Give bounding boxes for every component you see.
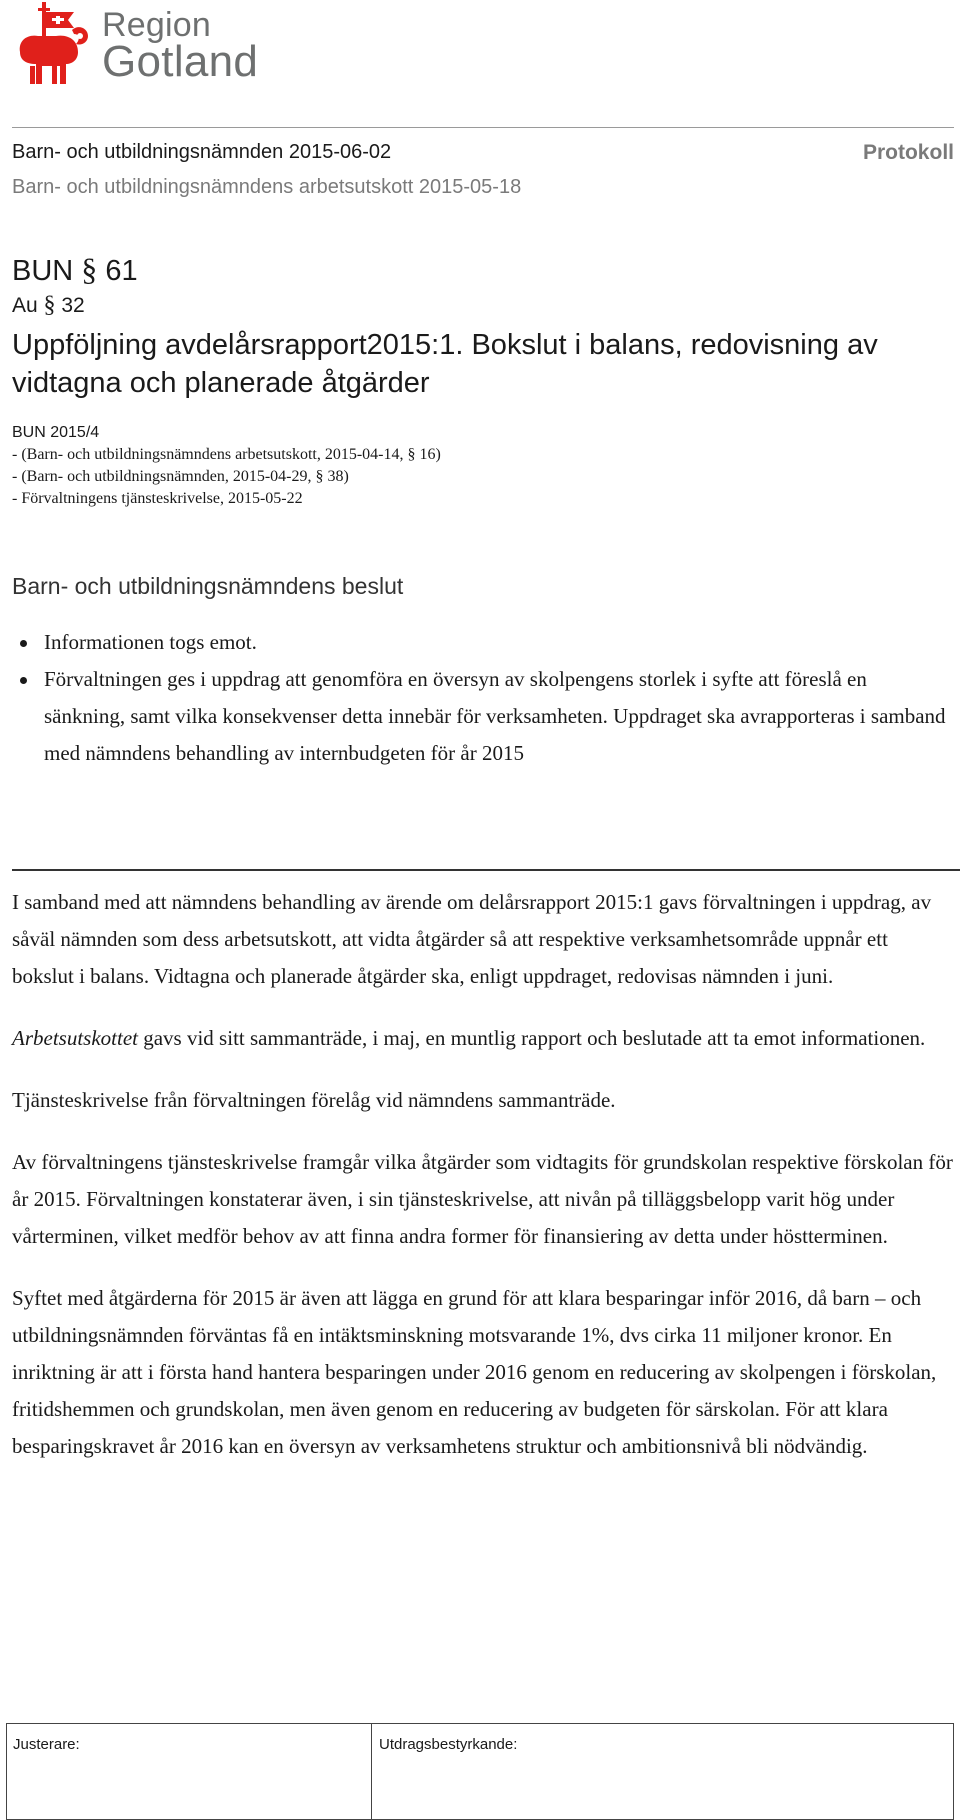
item-title: Uppföljning avdelårsrapport2015:1. Bokslut i balans, redovisning av vidtagna och planerade åtgärder [12,329,878,399]
bullet-icon [20,640,27,647]
au-paragraph-number [12,292,85,319]
case-references [12,422,441,510]
committee-meeting-title: Barn- och utbildningsnämndens arbetsutskott 2015-05-18 [12,176,522,198]
au-prefix: Au [12,294,44,317]
signature-divider [371,1724,372,1819]
body-paragraph: Syftet med åtgärderna för 2015 är även att lägga en grund för att klara besparingar inför 2016, då barn – och utbildningsnämnden förväntas få en intäktsminskning motsvarande 1%, dvs cirka 11 miljoner kronor. En inriktning är att i första hand hantera besparingen under 2016 genom en reducering av skolpengen i förskolan, fritidshemmen och grundskolan, men även genom en reducering av budgeten för särskolan. För att klara besparingskravet år 2016 kan en översyn av verksamhetens struktur och ambitionsnivå bli nödvändig. [12,1286,937,1458]
body-paragraph: Arbetsutskottet gavs vid sitt sammanträde, i maj, en muntlig rapport och beslutade att ta emot informationen. [12,1026,926,1050]
decision-heading: Barn- och utbildningsnämndens beslut [12,573,404,599]
header-divider [12,127,954,128]
logo-word-region: Region [102,6,211,44]
bun-paragraph-number [12,251,138,288]
list-item: Förvaltningen ges i uppdrag att genomföra en översyn av skolpengens storlek i syfte att föreslå en sänkning, samt vilka konsekvenser detta innebär för verksamheten. Uppdraget ska avrapporteras i samband med nämndens behandling av internbudgeten för år 2015 [12,661,952,772]
case-number: BUN 2015/4 [12,424,100,441]
section-sign: § [81,251,98,287]
au-number: 32 [61,294,85,317]
section-sign: § [315,468,324,485]
gotland-ram-emblem-icon [12,0,92,92]
section-divider [12,869,960,871]
body-paragraph: Av förvaltningens tjänsteskrivelse framgår vilka åtgärder som vidtagits för grundskolan respektive förskolan för år 2015. Förvaltningen konstaterar även, i sin tjänsteskrivelse, att nivån på tilläggsbelopp varit hög under vårterminen, vilket medför behov av att finna andra former för finansiering av detta under höstterminen. [12,1150,953,1248]
bullet-icon [20,677,27,684]
adjuster-label: Justerare: [13,1736,80,1753]
decision-list [12,624,952,772]
logo-word-gotland: Gotland [102,37,259,86]
body-text [12,884,954,1490]
case-reference-line: - (Barn- och utbildningsnämndens arbetsutskott, 2015-04-14, § 16) [12,446,441,463]
certification-label: Utdragsbestyrkande: [379,1736,518,1753]
list-item: Informationen togs emot. [12,624,952,661]
section-sign: § [43,292,56,318]
bun-prefix: BUN [12,255,82,287]
bun-number: 61 [105,255,138,287]
meeting-title: Barn- och utbildningsnämnden 2015-06-02 [12,141,392,163]
case-reference-line: - Förvaltningens tjänsteskrivelse, 2015-05-22 [12,490,303,507]
logo-wordmark [102,8,258,84]
section-sign: § [407,446,416,463]
case-reference-line: - (Barn- och utbildningsnämnden, 2015-04-29, § 38) [12,468,349,485]
body-paragraph: I samband med att nämndens behandling av ärende om delårsrapport 2015:1 gavs förvaltningen i uppdrag, av såväl nämnden som dess arbetsutskott, att vidta åtgärder så att respektive verksamhetsområde uppnår ett bokslut i balans. Vidtagna och planerade åtgärder ska, enligt uppdraget, redovisas nämnden i juni. [12,890,932,988]
region-gotland-logo [12,0,259,96]
signature-box [6,1723,954,1820]
emphasis-arbetsutskottet: Arbetsutskottet [12,1026,138,1050]
document-type-label: Protokoll [862,141,954,164]
body-paragraph: Tjänsteskrivelse från förvaltningen förelåg vid nämndens sammanträde. [12,1088,616,1112]
